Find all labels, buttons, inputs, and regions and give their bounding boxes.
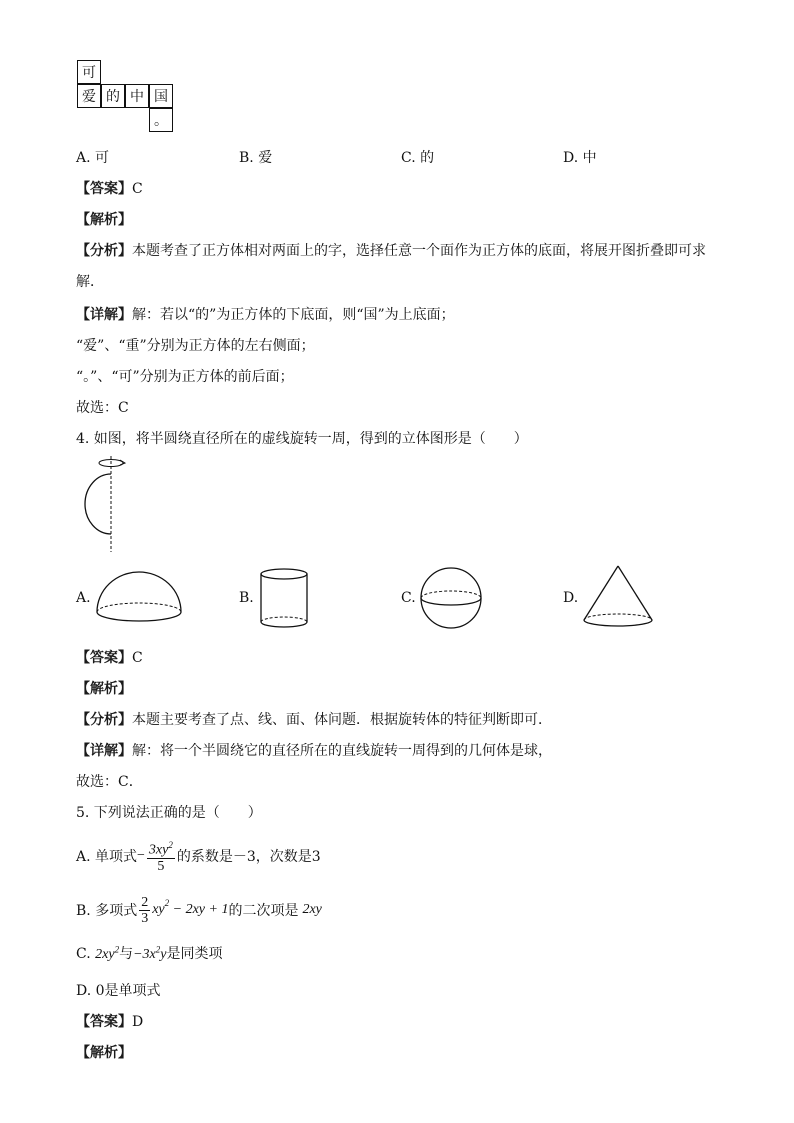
xiangjie-text: 解：将一个半圆绕它的直径所在的直线旋转一周得到的几何体是球， — [132, 743, 552, 759]
conjunction: 与 — [119, 946, 134, 962]
fraction-numerator: 3xy — [148, 842, 169, 858]
q3-xiangjie-line3: “。”、“可”分别为正方体的前后面； — [76, 369, 294, 385]
answer-value: C — [132, 181, 143, 197]
hemisphere-icon — [94, 568, 184, 628]
exponent: 2 — [155, 944, 161, 955]
q4-jiexi-tag: 【解析】 — [76, 681, 132, 697]
net-cell-3: 中 — [125, 84, 149, 108]
exponent: 2 — [164, 898, 170, 908]
exponent: 2 — [168, 840, 173, 851]
q3-xiangjie-line2: “爱”、“重”分别为正方体的左右侧面； — [76, 338, 315, 354]
q5-option-c — [76, 943, 222, 963]
q3-jiexi-tag: 【解析】 — [76, 212, 132, 228]
q4-answer — [76, 647, 143, 667]
q4-conclusion: 故选：C． — [76, 774, 143, 790]
fraction-3xy2-over-5 — [147, 838, 175, 874]
polynomial-term: xy — [152, 902, 165, 917]
fraction-2-over-3 — [139, 895, 150, 926]
q3-fenxi-line2: 解． — [76, 274, 104, 290]
exponent: 2 — [114, 944, 120, 955]
sphere-icon — [418, 566, 484, 630]
q3-option-d: D. 中 — [563, 150, 597, 166]
net-cell-top: 可 — [77, 60, 101, 84]
xiangjie-text: 解：若以“的”为正方体的下底面，则“国”为上底面； — [132, 307, 455, 323]
term-2: −3x — [133, 947, 156, 962]
q5-jiexi-tag: 【解析】 — [76, 1045, 132, 1061]
fraction-denominator: 3 — [141, 910, 149, 926]
q4-option-c-label: C. — [401, 590, 416, 606]
q5-option-d: D. 0是单项式 — [76, 983, 161, 999]
q5-stem: 5. 下列说法正确的是（ ） — [76, 805, 262, 821]
net-cell-1: 爱 — [77, 84, 101, 108]
q3-option-b: B. 爱 — [239, 150, 273, 166]
q5-option-a — [76, 836, 321, 876]
q4-option-b-label: B. — [239, 590, 254, 606]
minus-sign: − — [137, 848, 145, 863]
semicircle-arc — [85, 474, 111, 534]
q4-option-a-label: A. — [76, 590, 91, 606]
option-a-prefix: A. 单项式 — [76, 849, 138, 865]
q4-xiangjie — [76, 740, 552, 760]
quadratic-term: 2xy — [302, 902, 322, 917]
q3-conclusion: 故选：C — [76, 400, 129, 416]
polynomial-rest: − 2xy + 1 — [169, 902, 229, 917]
q4-stem: 4. 如图，将半圆绕直径所在的虚线旋转一周，得到的立体图形是（ ） — [76, 431, 528, 447]
q3-option-a: A. 可 — [76, 150, 110, 166]
xiangjie-tag: 【详解】 — [76, 307, 132, 323]
net-cell-bottom: 。 — [149, 108, 173, 132]
q3-answer — [76, 178, 143, 198]
term-1: 2xy — [95, 947, 115, 962]
net-cell-2: 的 — [101, 84, 125, 108]
net-cell-4: 国 — [149, 84, 173, 108]
q3-option-c: C. 的 — [401, 150, 435, 166]
option-b-suffix: 的二次项是 — [228, 903, 299, 919]
q4-option-d-label: D. — [563, 590, 579, 606]
q4-fenxi — [76, 709, 552, 729]
fenxi-tag: 【分析】 — [76, 243, 132, 259]
answer-value: D — [132, 1014, 144, 1030]
cylinder-icon — [256, 566, 312, 632]
q5-option-b — [76, 890, 322, 930]
q3-fenxi-line1 — [76, 240, 706, 260]
cone-icon — [580, 562, 656, 632]
answer-tag: 【答案】 — [76, 181, 132, 197]
option-c-prefix: C. — [76, 946, 96, 962]
q5-answer — [76, 1011, 143, 1031]
fraction-numerator: 2 — [141, 894, 149, 910]
term-2-rest: y — [160, 947, 167, 962]
answer-tag: 【答案】 — [76, 650, 132, 666]
option-b-prefix: B. 多项式 — [76, 903, 138, 919]
fenxi-text: 本题主要考查了点、线、面、体问题．根据旋转体的特征判断即可． — [132, 712, 552, 728]
option-a-suffix: 的系数是－3，次数是3 — [176, 849, 321, 865]
answer-tag: 【答案】 — [76, 1014, 132, 1030]
fenxi-tag: 【分析】 — [76, 712, 132, 728]
xiangjie-tag: 【详解】 — [76, 743, 132, 759]
q4-semicircle-figure — [70, 452, 130, 556]
option-c-suffix: 是同类项 — [166, 946, 223, 962]
fraction-denominator: 5 — [157, 858, 165, 874]
fenxi-text: 本题考查了正方体相对两面上的字，选择任意一个面作为正方体的底面，将展开图折叠即可求 — [132, 243, 706, 259]
answer-value: C — [132, 650, 143, 666]
q3-xiangjie-line1 — [76, 304, 455, 324]
